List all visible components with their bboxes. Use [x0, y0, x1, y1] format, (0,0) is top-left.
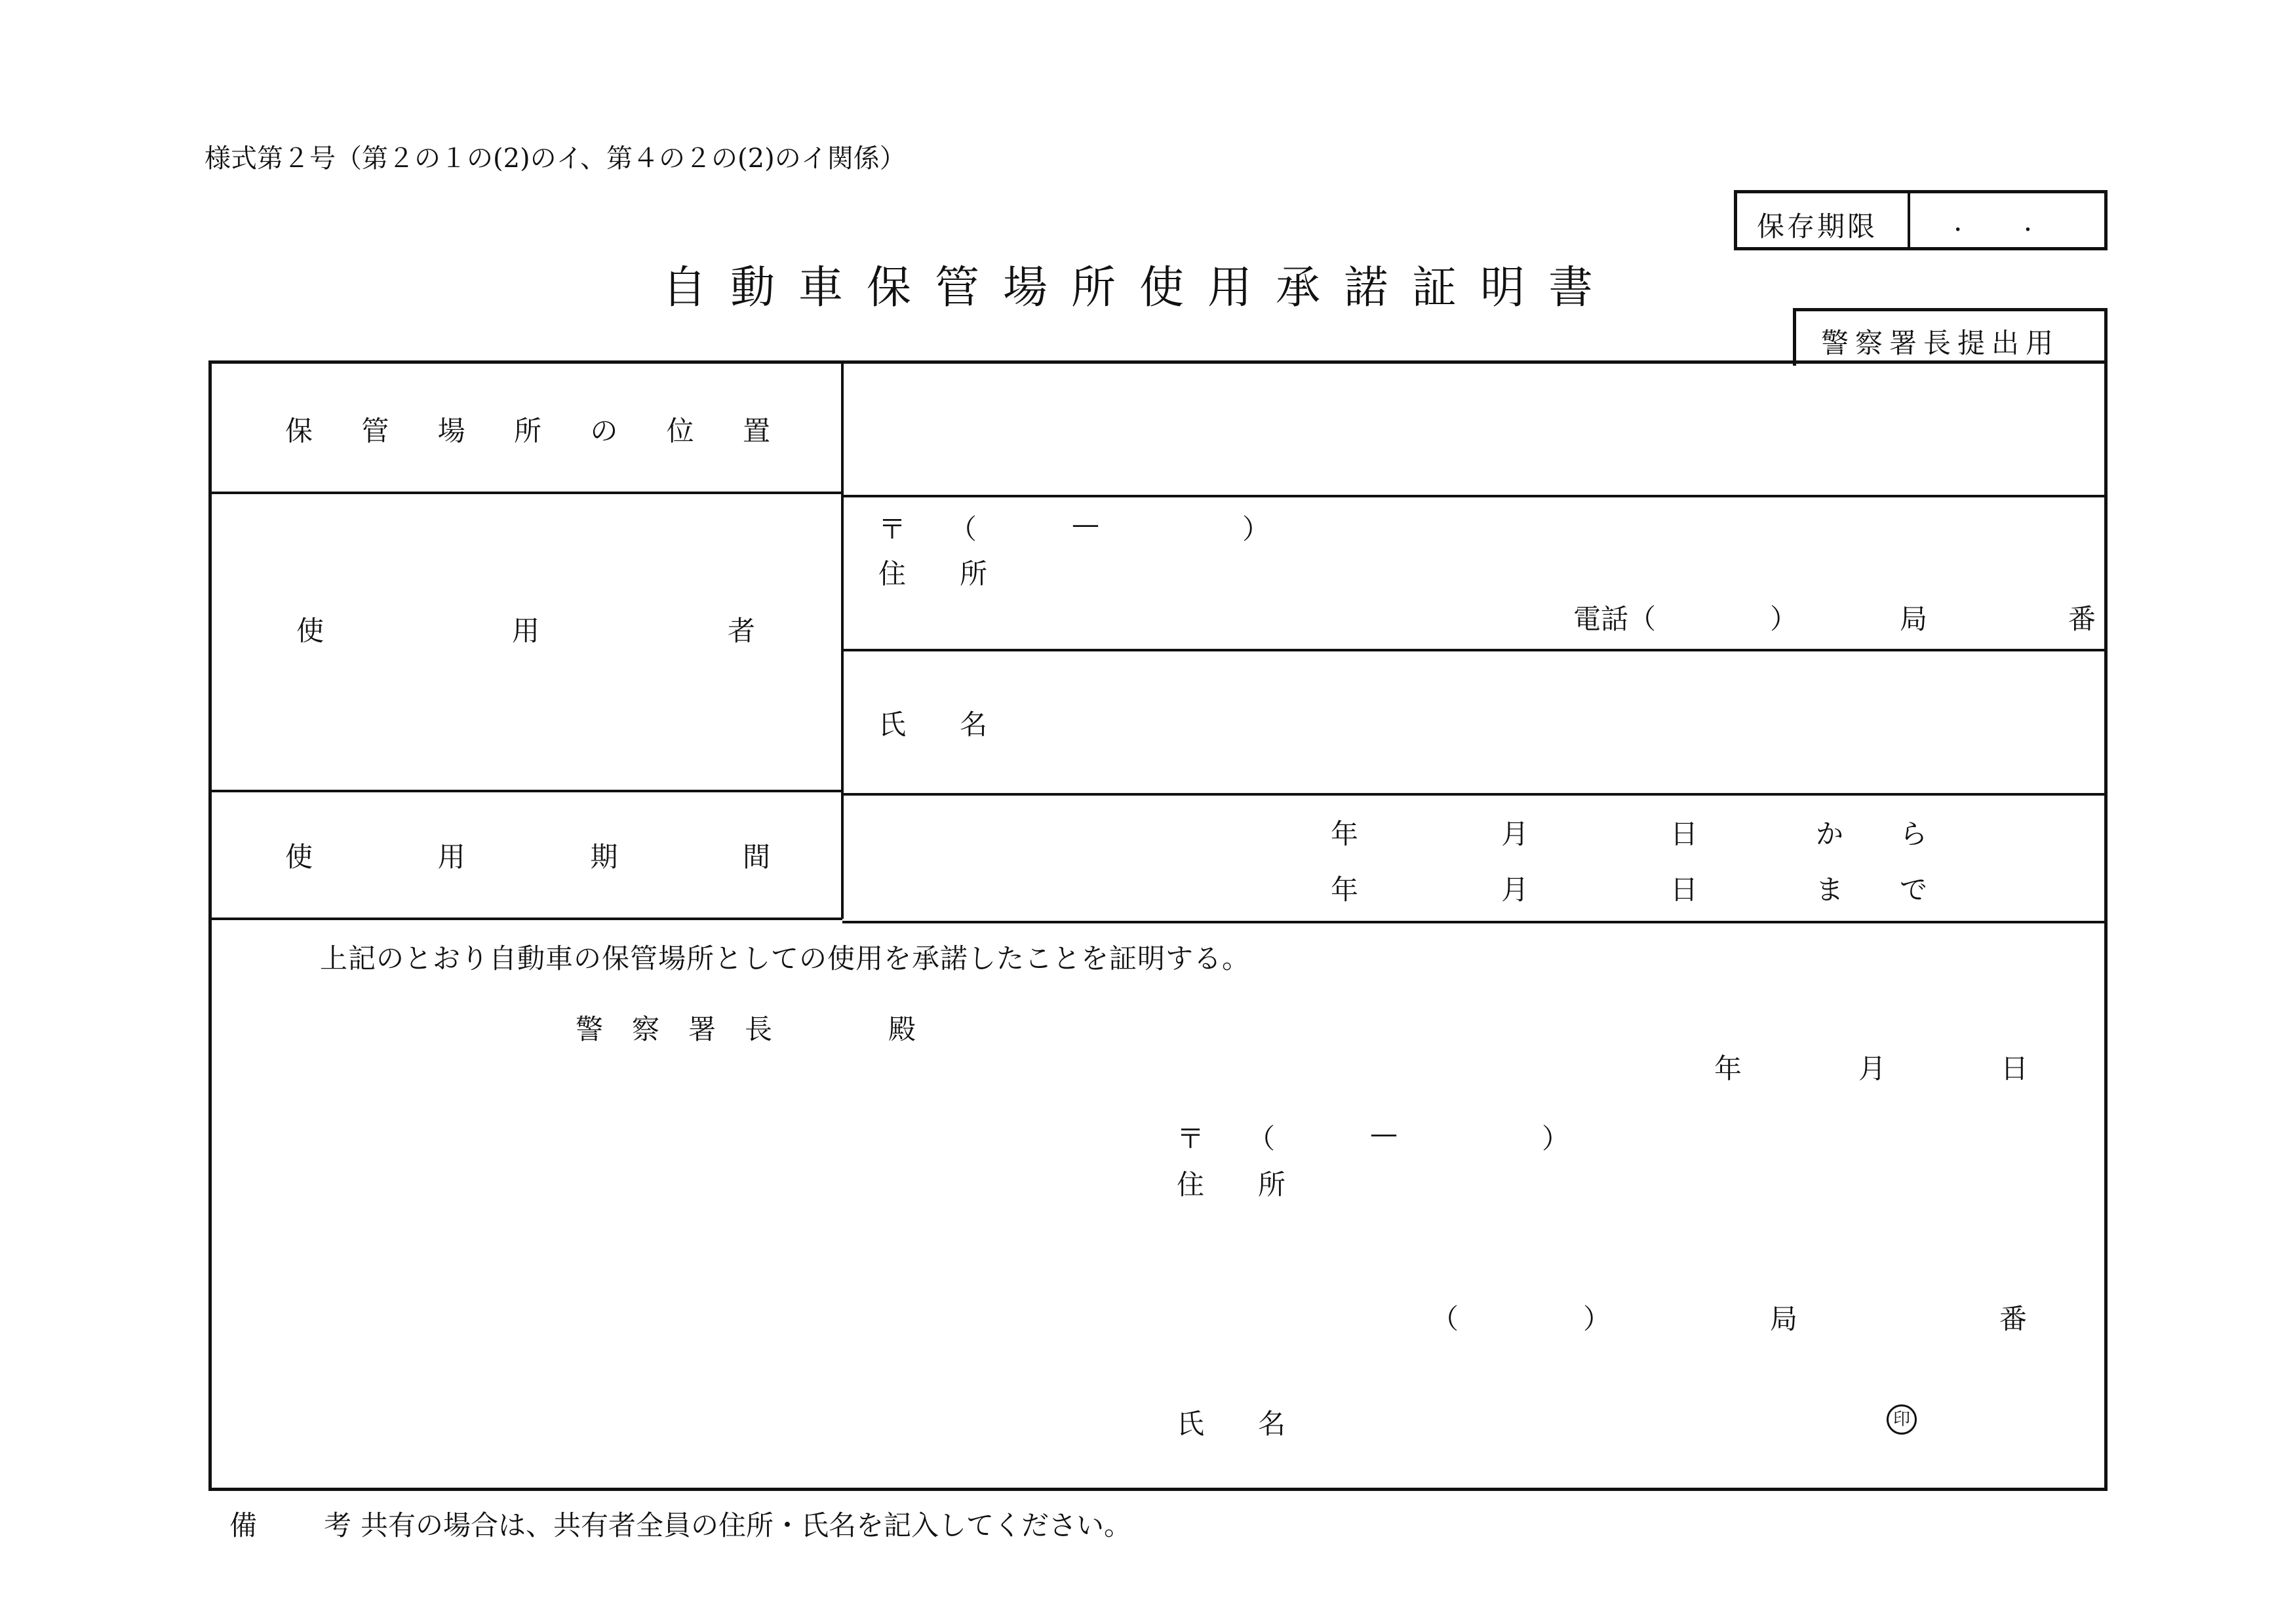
user-name-label: 氏 名 [878, 708, 1001, 741]
cert-date-year: 年 [1714, 1053, 1742, 1085]
user-phone-close: ） [1770, 603, 1798, 635]
cert-postal-mark: 〒 [1177, 1123, 1205, 1155]
period-from-suffix-1: か [1816, 818, 1844, 850]
user-postal-dash: — [1072, 508, 1099, 540]
period-until-suffix-1: ま [1816, 874, 1844, 906]
addressee-honorific: 殿 [888, 1013, 916, 1045]
user-address-field[interactable] [983, 551, 2098, 590]
cert-date-month: 月 [1858, 1053, 1887, 1085]
user-phone-label: 電話（ [1573, 603, 1657, 635]
cert-name-field[interactable] [1278, 1396, 1868, 1442]
period-until-year: 年 [1331, 874, 1359, 906]
addressee-label: 警 察 署 長 [576, 1013, 772, 1045]
cert-phone-exchange: 局 [1770, 1303, 1798, 1335]
retention-divider [1908, 193, 1910, 247]
row-divider [842, 921, 2108, 923]
user-address-label: 住 所 [878, 558, 1001, 590]
period-from-month: 月 [1501, 818, 1529, 850]
period-until-day: 日 [1670, 874, 1698, 906]
period-field[interactable] [983, 803, 2098, 908]
location-label: 保 管 場 所 の 位 置 [285, 415, 770, 447]
user-name-field[interactable] [983, 695, 2098, 747]
cert-phone-number: 番 [1999, 1303, 2028, 1335]
retention-label: 保存期限 [1757, 210, 1878, 242]
page-title: 自動車保管場所使用承諾証明書 [662, 262, 1617, 314]
user-phone-field[interactable] [1658, 593, 1763, 632]
row-divider [212, 918, 842, 920]
form-number: 様式第２号（第２の１の(2)のイ、第４の２の(2)のイ関係） [205, 144, 906, 174]
cert-phone-open: （ [1431, 1303, 1459, 1335]
user-phone-number: 番 [2068, 603, 2096, 635]
seal-mark: 印 [1887, 1404, 1917, 1435]
period-label: 使 用 期 間 [285, 841, 770, 873]
retention-box [1734, 190, 2108, 250]
user-postal-field[interactable] [970, 505, 1232, 544]
cert-phone-close: ） [1583, 1303, 1611, 1335]
cert-postal-close: ） [1542, 1123, 1570, 1155]
column-divider [841, 364, 844, 919]
cert-address-label: 住 所 [1177, 1169, 1299, 1201]
cert-postal-dash: — [1370, 1117, 1398, 1150]
period-from-suffix-2: ら [1900, 818, 1928, 850]
period-until-suffix-2: で [1900, 874, 1928, 906]
user-label: 使 用 者 [296, 615, 755, 647]
row-divider [212, 790, 842, 792]
row-divider [842, 495, 2108, 497]
remarks-text: 共有の場合は、共有者全員の住所・氏名を記入してください。 [361, 1509, 1132, 1541]
user-postal-open: （ [949, 513, 977, 545]
user-phone-exchange: 局 [1900, 603, 1928, 635]
row-divider [842, 793, 2108, 796]
location-field[interactable] [846, 367, 2101, 485]
copy-label: 警察署長提出用 [1821, 327, 2060, 359]
period-from-day: 日 [1670, 818, 1698, 850]
cert-address-field[interactable] [1278, 1160, 2065, 1265]
row-divider [842, 649, 2108, 651]
retention-value-field[interactable]: . . [1953, 205, 2059, 237]
period-until-month: 月 [1501, 874, 1529, 906]
cert-name-label: 氏 名 [1177, 1408, 1299, 1440]
period-from-year: 年 [1331, 818, 1359, 850]
user-postal-mark: 〒 [878, 513, 907, 545]
cert-date-day: 日 [2001, 1053, 2029, 1085]
user-postal-close: ） [1242, 513, 1270, 545]
remarks-label: 備 考 [229, 1509, 372, 1541]
row-divider [212, 492, 842, 494]
copy-label-box [1793, 308, 2108, 366]
cert-postal-open: （ [1247, 1123, 1276, 1155]
certification-statement: 上記のとおり自動車の保管場所としての使用を承諾したことを証明する。 [320, 942, 1251, 975]
